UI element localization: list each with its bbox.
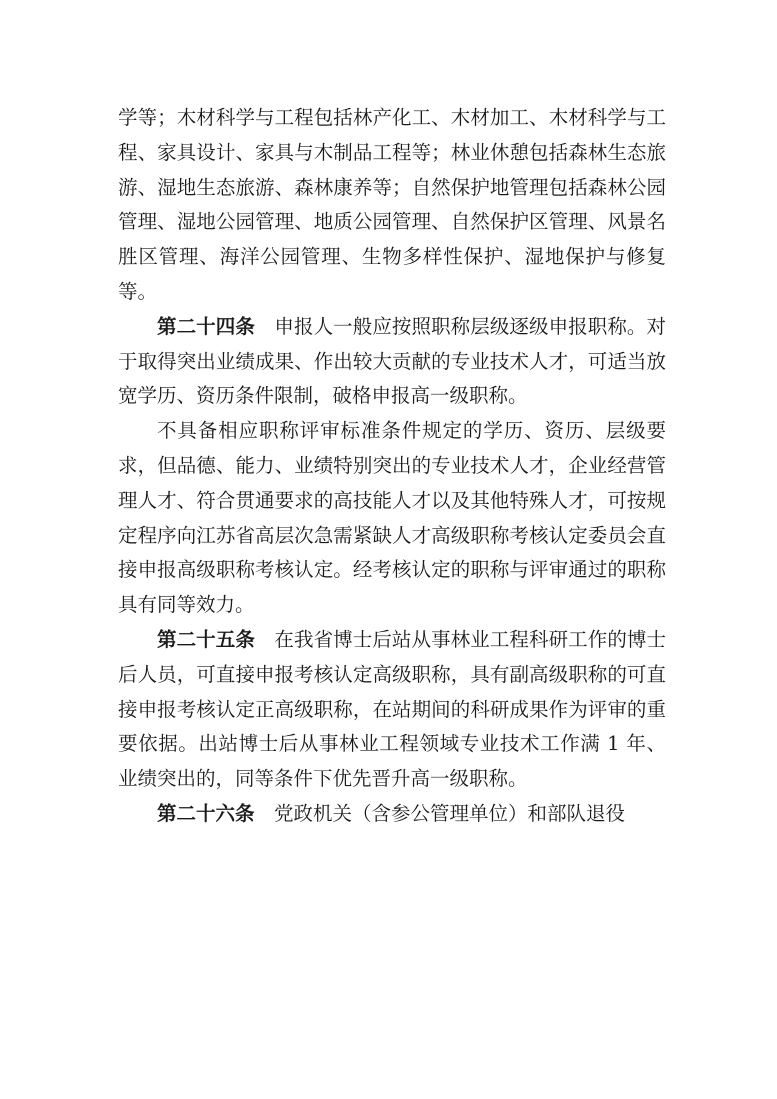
- paragraph-text: 学等；木材科学与工程包括林产化工、木材加工、木材科学与工程、家具设计、家具与木制品工程等；林业休憩包括森林生态旅游、湿地生态旅游、森林康养等；自然保护地管理包括森林公园管理、湿地公园管理、地质公园管理、自然保护区管理、风景名胜区管理、海洋公园管理、生物多样性保护、湿地保护与修复等。: [118, 106, 666, 303]
- document-body: [118, 101, 666, 832]
- article-heading: 第二十四条: [157, 314, 255, 338]
- paragraph-text: 申报人一般应按照职称层级逐级申报职称。对于取得突出业绩成果、作出较大贡献的专业技术人才，可适当放宽学历、资历条件限制，破格申报高一级职称。: [118, 314, 666, 408]
- paragraph-article-24: [118, 310, 666, 414]
- paragraph-continuation: [118, 101, 666, 310]
- paragraph-special-talent: [118, 414, 666, 623]
- paragraph-text: 党政机关（含参公管理单位）和部队退役: [274, 801, 626, 825]
- article-heading: 第二十六条: [157, 801, 255, 825]
- paragraph-text: 在我省博士后站从事林业工程科研工作的博士后人员，可直接申报考核认定高级职称，具有副高级职称的可直接申报考核认定正高级职称，在站期间的科研成果作为评审的重要依据。出站博士后从事林业工程领域专业技术工作满 1 年、业绩突出的，同等条件下优先晋升高一级职称。: [118, 627, 666, 791]
- paragraph-article-25: [118, 623, 666, 797]
- paragraph-text: 不具备相应职称评审标准条件规定的学历、资历、层级要求，但品德、能力、业绩特别突出的专业技术人才，企业经营管理人才、符合贯通要求的高技能人才以及其他特殊人才，可按规定程序向江苏省高层次急需紧缺人才高级职称考核认定委员会直接申报高级职称考核认定。经考核认定的职称与评审通过的职称具有同等效力。: [118, 419, 666, 617]
- paragraph-article-26: [118, 797, 666, 832]
- article-heading: 第二十五条: [157, 627, 255, 651]
